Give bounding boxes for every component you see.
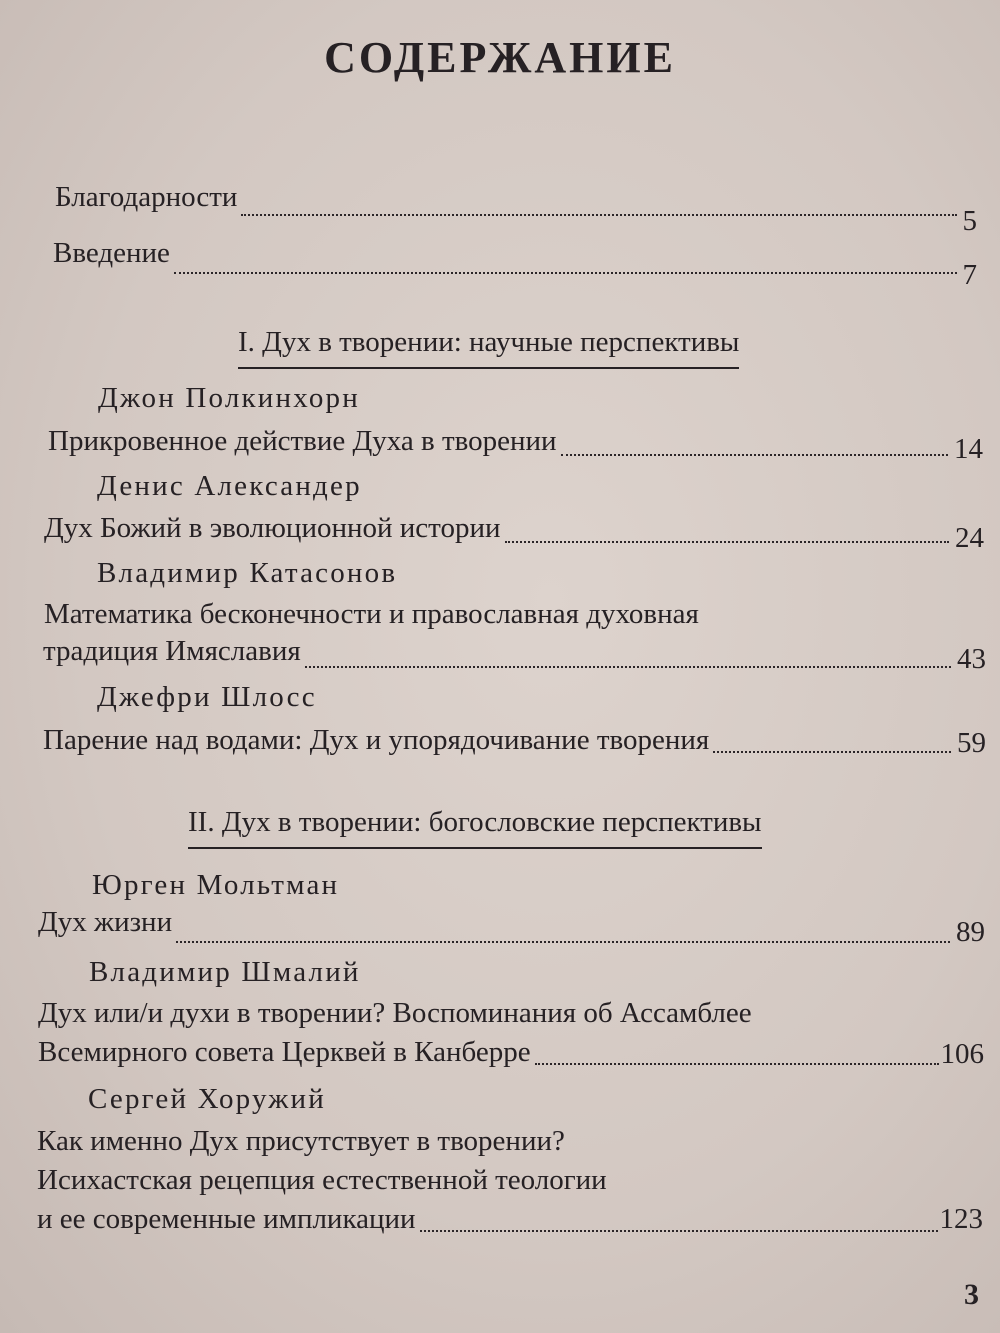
toc-entry[interactable] — [37, 1203, 983, 1236]
entry-title: традиция Имяславия — [43, 635, 301, 667]
leader-dots — [713, 751, 951, 753]
leader-dots — [420, 1230, 938, 1232]
entry-title: Всемирного совета Церквей в Канберре — [38, 1036, 531, 1068]
entry-author: Юрген Мольтман — [92, 869, 340, 901]
leader-dots — [535, 1063, 939, 1065]
toc-entry-acknowledgements[interactable] — [55, 181, 977, 237]
entry-title: Благодарности — [55, 181, 238, 213]
entry-author: Сергей Хоружий — [88, 1083, 326, 1115]
entry-title: Прикровенное действие Духа в творении — [48, 425, 557, 457]
entry-author: Денис Александер — [97, 470, 362, 502]
entry-author: Джефри Шлосс — [97, 681, 317, 713]
toc-entry[interactable] — [43, 724, 986, 757]
entry-title-line: Дух или/и духи в творении? Воспоминания об Ассамблее — [38, 997, 752, 1029]
page-title: СОДЕРЖАНИЕ — [324, 33, 676, 82]
entry-author: Владимир Шмалий — [89, 956, 361, 988]
leader-dots — [505, 541, 950, 543]
toc-entry[interactable] — [38, 906, 985, 948]
leader-dots — [305, 666, 951, 668]
entry-page-number: 59 — [957, 727, 986, 759]
entry-page-number: 5 — [962, 205, 977, 237]
entry-page-number: 14 — [954, 433, 983, 465]
page-number: 3 — [964, 1278, 979, 1311]
entry-title: Парение над водами: Дух и упорядочивание творения — [43, 724, 710, 756]
toc-entry[interactable] — [38, 1036, 984, 1069]
entry-author: Владимир Катасонов — [97, 557, 398, 589]
leader-dots — [241, 214, 956, 216]
toc-entry[interactable] — [48, 425, 983, 465]
entry-page-number: 89 — [956, 916, 985, 948]
entry-page-number: 43 — [957, 643, 986, 675]
leader-dots — [561, 454, 948, 456]
toc-entry[interactable] — [43, 635, 986, 675]
entry-title: и ее современные импликации — [37, 1203, 416, 1235]
entry-title: Дух жизни — [38, 906, 173, 938]
leader-dots — [176, 941, 950, 943]
section-heading: I. Дух в творении: научные перспективы — [238, 326, 739, 369]
entry-title-line: Как именно Дух присутствует в творении? — [37, 1125, 565, 1157]
section-heading: II. Дух в творении: богословские перспективы — [188, 806, 762, 849]
leader-dots — [174, 272, 957, 274]
entry-title: Дух Божий в эволюционной истории — [44, 512, 501, 544]
entry-title: Введение — [53, 237, 170, 269]
entry-page-number: 106 — [940, 1038, 984, 1070]
entry-page-number: 123 — [939, 1203, 983, 1235]
entry-author: Джон Полкинхорн — [98, 382, 360, 414]
entry-page-number: 24 — [955, 522, 984, 554]
entry-title-line: Математика бесконечности и православная духовная — [44, 598, 699, 630]
toc-entry-introduction[interactable] — [53, 237, 977, 291]
entry-page-number: 7 — [962, 259, 977, 291]
entry-title-line: Исихастская рецепция естественной теологии — [37, 1164, 607, 1196]
toc-entry[interactable] — [44, 512, 984, 554]
